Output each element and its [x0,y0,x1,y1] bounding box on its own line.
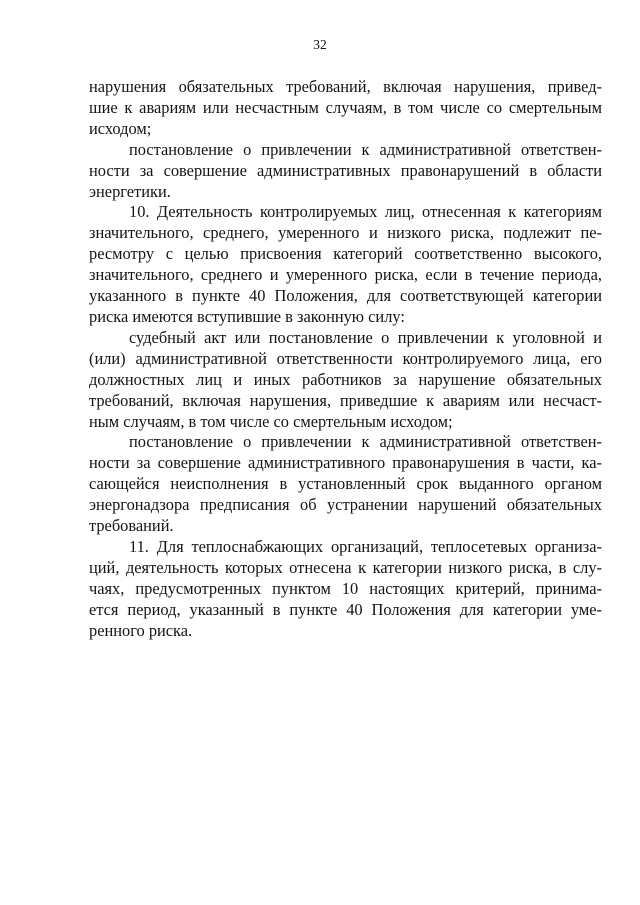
text-line: (или) административной ответственности контролируемого лица, его [89,348,602,368]
text-line: постановление о привлечении к административной ответствен- [129,432,602,452]
text-line: ется период, указанный в пункте 40 Положения для категории уме- [89,599,602,619]
paragraph-item-10 [89,202,602,327]
text-line: ности за совершение административного правонарушения в части, ка- [89,453,602,473]
text-line: судебный акт или постановление о привлечении к уголовной и [129,327,602,347]
text-line: ности за совершение административных правонарушений в области [89,160,602,180]
text-line: указанного в пункте 40 Положения, для соответствующей категории [89,286,602,306]
text-line: постановление о привлечении к административной ответствен- [129,139,602,159]
text-line: энергетики. [89,181,171,201]
text-line: сающейся неисполнения в установленный срок выданного органом [89,474,602,494]
text-line: исходом; [89,118,152,138]
text-line: шие к авариям или несчастным случаям, в том числе со смертельным [89,97,602,117]
paragraph [89,432,602,537]
text-line: ренного риска. [89,620,193,640]
text-line: требований, включая нарушения, приведшие к авариям или несчаст- [89,390,602,410]
text-line: ресмотру с целью присвоения категорий соответственно высокого, [89,244,602,264]
text-line: ций, деятельность которых отнесена к категории низкого риска, в слу- [89,557,602,577]
text-line: нарушения обязательных требований, включая нарушения, привед- [89,77,602,96]
text-line: ным случаям, в том числе со смертельным исходом; [89,411,453,431]
text-line: требований. [89,516,174,536]
paragraph [89,77,602,140]
text-line: значительного, среднего и умеренного риска, если в течение периода, [89,265,602,285]
text-line: риска имеются вступившие в законную силу: [89,306,405,326]
text-line: 10. Деятельность контролируемых лиц, отнесенная к категориям [129,202,602,222]
body-text [89,77,602,641]
paragraph [89,328,602,433]
text-line: энергонадзора предписания об устранении нарушений обязательных [89,495,602,515]
text-line: чаях, предусмотренных пунктом 10 настоящих критерий, принима- [89,578,602,598]
page-number: 32 [313,37,327,52]
paragraph-item-11 [89,537,602,642]
text-line: 11. Для теплоснабжающих организаций, теплосетевых организа- [129,536,602,556]
paragraph [89,140,602,203]
text-line: значительного, среднего, умеренного и низкого риска, подлежит пе- [89,223,602,243]
text-line: должностных лиц и иных работников за нарушение обязательных [89,369,602,389]
